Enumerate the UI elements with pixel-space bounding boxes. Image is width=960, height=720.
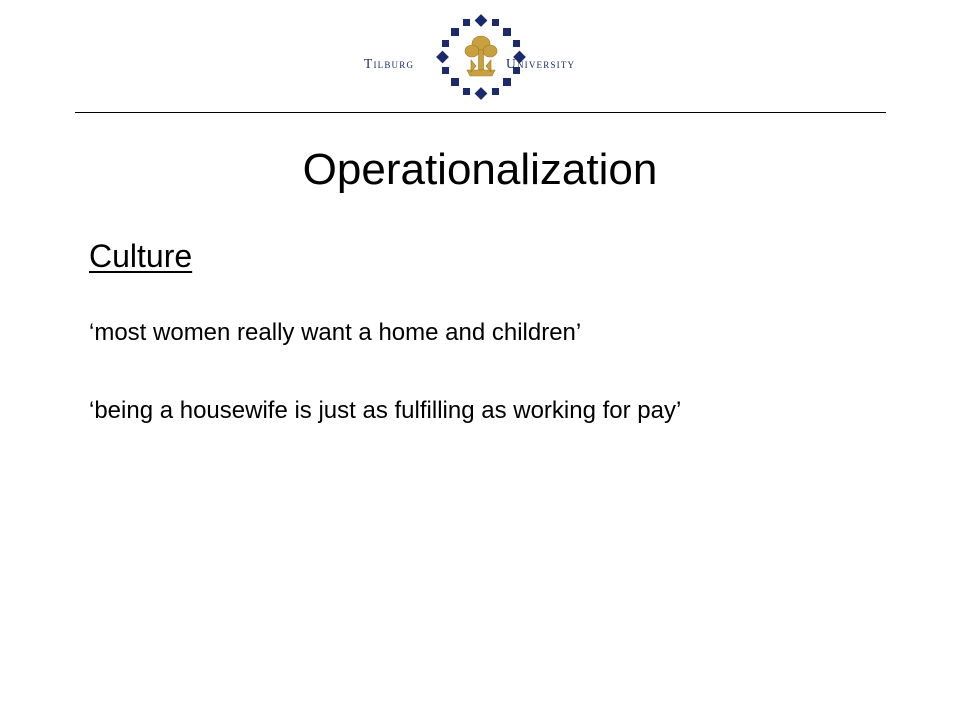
logo-text-tilburg: Tilburg [364, 56, 415, 71]
logo-text-university: University [506, 56, 576, 71]
statement-2: ‘being a housewife is just as fulfilling as working for pay’ [89, 397, 682, 424]
header-divider [75, 112, 886, 113]
section-heading: Culture [89, 238, 193, 274]
university-logo [362, 14, 600, 100]
statement-1: ‘most women really want a home and children’ [89, 319, 582, 346]
slide-title: Operationalization [302, 145, 658, 194]
